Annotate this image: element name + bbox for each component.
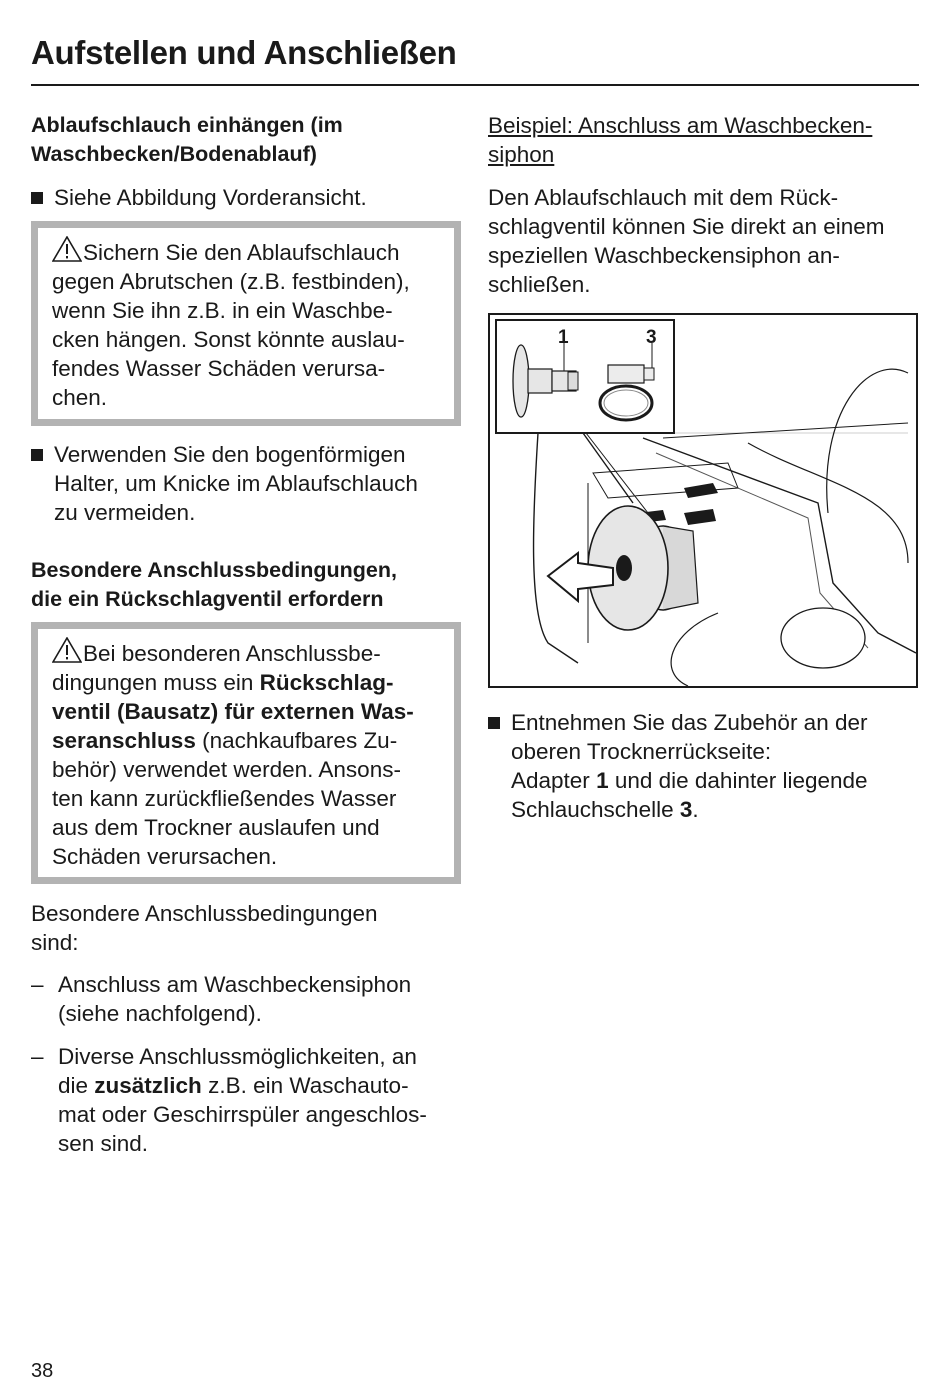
bullet-text-line: oberen Trocknerrückseite:: [511, 739, 772, 764]
dash-item-line: (siehe nachfolgend).: [58, 1001, 262, 1026]
warning-line: wenn Sie ihn z.B. in ein Waschbe-: [52, 298, 393, 323]
callout-label-1: 1: [558, 327, 569, 348]
warning-line: chen.: [52, 385, 108, 410]
warning-line: gegen Abrutschen (z.B. festbinden),: [52, 269, 410, 294]
warning-line: aus dem Trockner auslaufen und: [52, 815, 380, 840]
bullet-text-line: Verwenden Sie den bogenförmigen: [54, 442, 406, 467]
dash-marker: –: [31, 1044, 44, 1069]
warning-line: Sichern Sie den Ablaufschlauch: [83, 240, 400, 265]
warning-text: dingungen muss ein: [52, 670, 260, 695]
warning-bold-text: seranschluss: [52, 728, 196, 753]
callout-label-3: 3: [646, 327, 657, 348]
bullet-text-line: Halter, um Knicke im Ablaufschlauch: [54, 471, 418, 496]
heading-line: Waschbecken/Bodenablauf): [31, 142, 317, 166]
bullet-text: und die dahinter liegende: [608, 768, 868, 793]
bullet-text-line: zu vermeiden.: [54, 500, 196, 525]
dash-list-item: [31, 1042, 461, 1162]
bullet-item: [31, 440, 461, 530]
warning-triangle-icon: [52, 637, 82, 663]
heading-line: Ablaufschlauch einhängen (im: [31, 113, 343, 137]
paragraph-line: schlagventil können Sie direkt an einem: [488, 214, 885, 239]
paragraph-line: Besondere Anschlussbedingungen: [31, 901, 378, 926]
warning-line: behör) verwendet werden. Ansons-: [52, 757, 401, 782]
paragraph: [31, 899, 461, 957]
paragraph-line: sind:: [31, 930, 79, 955]
subheading-line: siphon: [488, 142, 555, 167]
dash-item-bold-text: zusätzlich: [94, 1073, 202, 1098]
bullet-square-icon: [488, 717, 500, 729]
warning-line: fendes Wasser Schäden verursa-: [52, 356, 386, 381]
paragraph: [488, 183, 920, 299]
bullet-square-icon: [31, 192, 43, 204]
bullet-text: Siehe Abbildung Vorderansicht.: [54, 185, 367, 210]
bullet-bold-text: 3: [679, 797, 693, 822]
paragraph-line: speziellen Waschbeckensiphon an-: [488, 243, 840, 268]
example-subheading: [488, 111, 872, 169]
bullet-bold-text: 1: [596, 768, 609, 793]
subheading-line: Beispiel: Anschluss am Waschbecken-: [488, 113, 873, 138]
section-heading-drain-hose: [31, 111, 343, 169]
bullet-text-line: Entnehmen Sie das Zubehör an der: [511, 710, 868, 735]
dash-item-line: mat oder Geschirrspüler angeschlos-: [58, 1102, 427, 1127]
heading-line: Besondere Anschlussbedingungen,: [31, 558, 397, 582]
dash-item-line: sen sind.: [58, 1131, 149, 1156]
section-heading-check-valve: [31, 556, 397, 614]
warning-line: cken hängen. Sonst könnte auslau-: [52, 327, 405, 352]
warning-bold-text: ventil (Bausatz) für externen Was-: [52, 699, 414, 724]
dash-marker: –: [31, 972, 44, 997]
warning-triangle-icon: [52, 236, 82, 262]
bullet-text: Adapter: [511, 768, 597, 793]
warning-box: [31, 622, 461, 884]
page-title: Aufstellen und Anschließen: [31, 34, 457, 71]
paragraph-line: Den Ablaufschlauch mit dem Rück-: [488, 185, 839, 210]
warning-line: ten kann zurückfließendes Wasser: [52, 786, 397, 811]
dash-item-line: Diverse Anschlussmöglichkeiten, an: [58, 1044, 417, 1069]
bullet-text: .: [692, 797, 699, 822]
warning-box: [31, 221, 461, 426]
dash-list-item: [31, 970, 461, 1030]
title-rule: [31, 84, 919, 86]
dryer-rear-accessories-illustration: [488, 313, 918, 688]
page-number: 38: [31, 1360, 54, 1382]
heading-line: die ein Rückschlagventil erfordern: [31, 587, 384, 611]
paragraph-line: schließen.: [488, 272, 591, 297]
bullet-text: Schlauchschelle: [511, 797, 680, 822]
bullet-square-icon: [31, 449, 43, 461]
warning-line: Bei besonderen Anschlussbe-: [83, 641, 381, 666]
warning-bold-text: Rückschlag-: [259, 670, 394, 695]
bullet-item: [488, 708, 920, 828]
dash-item-line: Anschluss am Waschbeckensiphon: [58, 972, 412, 997]
dash-item-text: z.B. ein Waschauto-: [201, 1073, 409, 1098]
warning-text: (nachkaufbares Zu-: [195, 728, 398, 753]
dash-item-text: die: [58, 1073, 95, 1098]
warning-line: Schäden verursachen.: [52, 844, 278, 869]
